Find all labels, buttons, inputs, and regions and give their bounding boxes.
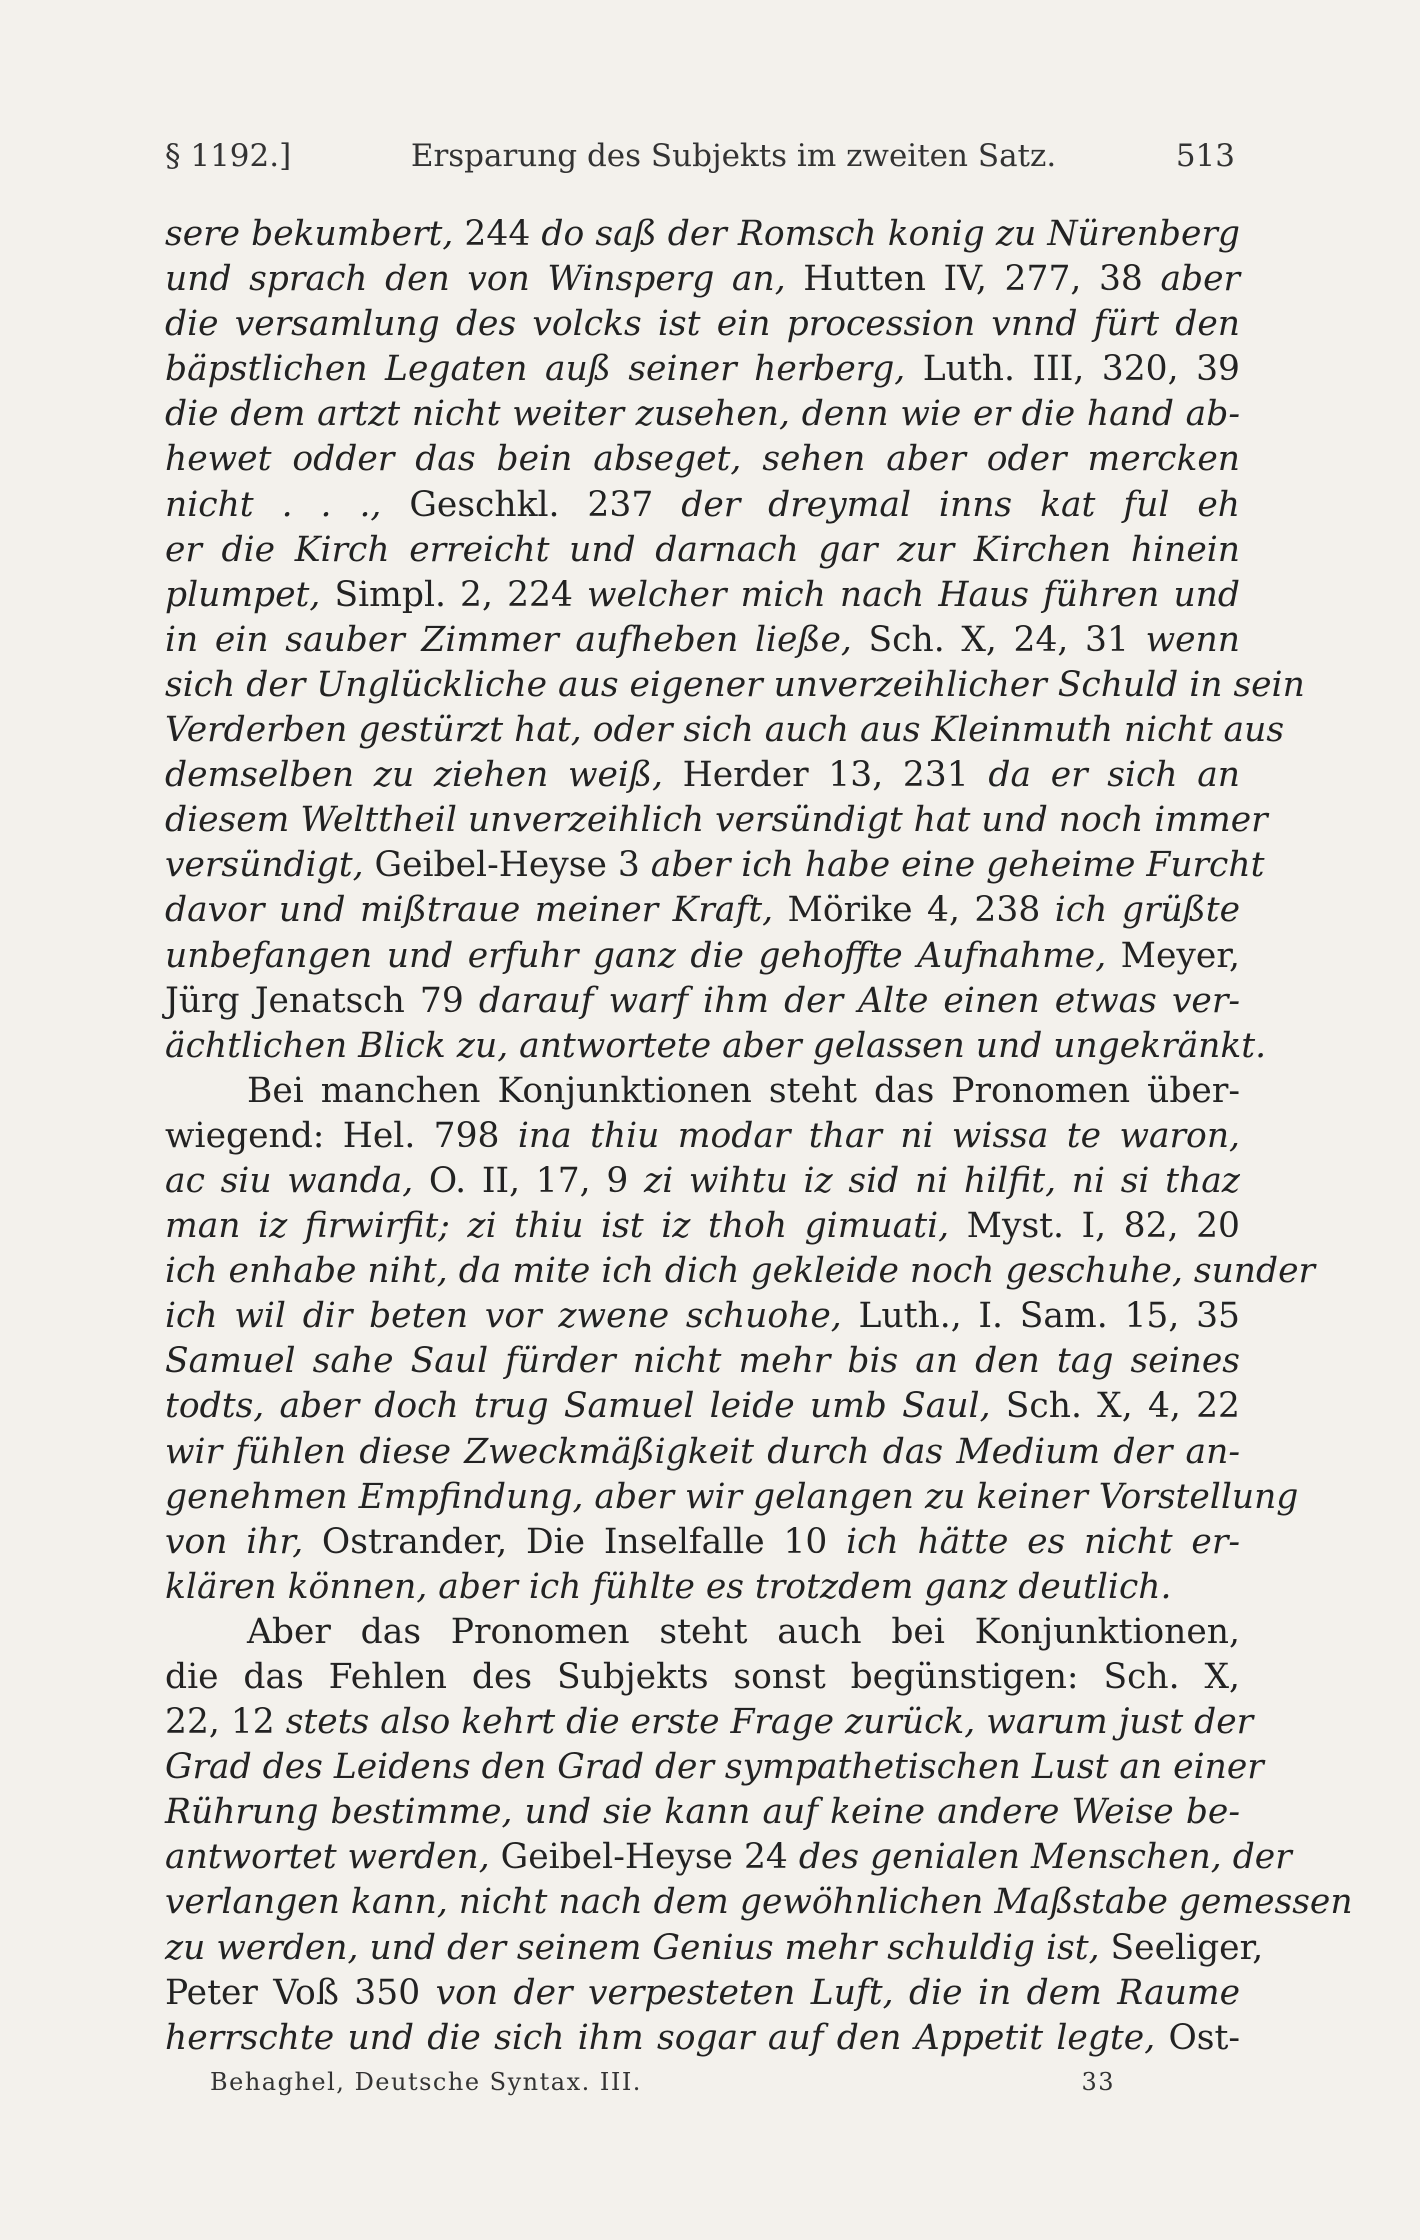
text-line bbox=[165, 663, 1305, 708]
text-line bbox=[165, 212, 1240, 257]
text-line bbox=[165, 1926, 1264, 1971]
quoted-text: ina thiu modar thar ni wissa te waron, bbox=[517, 1115, 1240, 1156]
quoted-text: diesem Welttheil unverzeihlich versündigt hat und noch immer bbox=[165, 800, 1268, 841]
quoted-text: todts, aber doch trug Samuel leide umb Saul, bbox=[165, 1386, 991, 1427]
quoted-text: die versamlung des volcks ist ein procession vnnd fürt den bbox=[165, 304, 1240, 345]
text-line bbox=[165, 302, 1240, 347]
text-line bbox=[165, 483, 1240, 528]
citation-text: Peter Voß 350 bbox=[165, 1972, 436, 2013]
text-line bbox=[165, 257, 1240, 302]
quoted-text: Grad des Leidens den Grad der sympathetischen Lust an einer bbox=[165, 1747, 1264, 1788]
text-line bbox=[165, 1204, 1240, 1249]
citation-text: wiegend: Hel. 798 bbox=[165, 1115, 518, 1156]
text-line bbox=[165, 2016, 1240, 2061]
citation-text: Simpl. 2, 224 bbox=[320, 574, 588, 615]
quoted-text: von ihr, bbox=[165, 1521, 304, 1562]
quoted-text: hewet odder das bein abseget, sehen aber oder mercken bbox=[165, 439, 1240, 480]
citation-text: Mörike 4, 238 bbox=[773, 890, 1055, 931]
text-line bbox=[165, 1114, 1240, 1159]
quoted-text: da er sich an bbox=[988, 755, 1241, 796]
text-line bbox=[165, 798, 1268, 843]
quoted-text: sich der Unglückliche aus eigener unverzeihlicher Schuld in sein bbox=[165, 664, 1305, 705]
citation-text: Bei manchen Konjunktionen steht das Pronomen über- bbox=[247, 1070, 1240, 1111]
quoted-text: plumpet, bbox=[165, 574, 321, 615]
text-line bbox=[165, 618, 1240, 663]
citation-text: Ost- bbox=[1155, 2017, 1240, 2058]
text-line bbox=[165, 979, 1240, 1024]
running-title: Ersparung des Subjekts im zweiten Satz. bbox=[410, 138, 1057, 174]
quoted-text: ich wil dir beten vor zwene schuohe, bbox=[165, 1296, 842, 1337]
signature-line: Behaghel, Deutsche Syntax. III. bbox=[210, 2068, 642, 2096]
quoted-text: in ein sauber Zimmer aufheben ließe, bbox=[165, 619, 852, 660]
citation-text: Ostrander, Die Inselfalle 10 bbox=[303, 1521, 847, 1562]
citation-text: Sch. X, 4, 22 bbox=[990, 1386, 1241, 1427]
running-head bbox=[165, 138, 1235, 174]
quoted-text: Verderben gestürzt hat, oder sich auch aus Kleinmuth nicht aus bbox=[165, 710, 1285, 751]
sheet-number: 33 bbox=[1081, 2068, 1115, 2096]
body-text bbox=[165, 212, 1353, 2061]
section-reference: § 1192.] bbox=[165, 138, 292, 174]
citation-text: Luth. III, 320, 39 bbox=[905, 349, 1240, 390]
citation-text: 244 bbox=[453, 214, 542, 254]
text-line bbox=[165, 573, 1240, 618]
text-line bbox=[165, 1520, 1240, 1565]
text-line bbox=[165, 1971, 1240, 2016]
text-line bbox=[165, 1430, 1240, 1475]
text-line bbox=[165, 753, 1240, 798]
quoted-text: do saß der Romsch konig zu Nürenberg bbox=[541, 214, 1240, 254]
quoted-text: Samuel sahe Saul fürder nicht mehr bis an den tag seines bbox=[165, 1341, 1240, 1382]
text-line bbox=[165, 1835, 1292, 1880]
quoted-text: wir fühlen diese Zweckmäßigkeit durch das Medium der an- bbox=[165, 1431, 1240, 1472]
text-line bbox=[165, 1159, 1240, 1204]
quoted-text: der dreymal inns kat ful eh bbox=[681, 484, 1240, 525]
text-line bbox=[165, 1700, 1254, 1745]
text-line bbox=[165, 934, 1240, 979]
quoted-text: darauf warf ihm der Alte einen etwas ver- bbox=[478, 980, 1240, 1021]
text-line bbox=[165, 708, 1285, 753]
quoted-text: man iz firwirfit; zi thiu ist iz thoh gimuati, bbox=[165, 1206, 950, 1247]
citation-text: die das Fehlen des Subjekts sonst begünstigen: Sch. X, bbox=[165, 1657, 1240, 1697]
text-line bbox=[165, 843, 1265, 888]
citation-text: Aber das Pronomen steht auch bei Konjunktionen, bbox=[247, 1611, 1240, 1652]
quoted-text: versündigt, bbox=[165, 845, 364, 886]
text-line bbox=[165, 1745, 1264, 1790]
quoted-text: zu werden, und der seinem Genius mehr schuldig ist, bbox=[165, 1927, 1100, 1968]
citation-text: Meyer, bbox=[1106, 935, 1240, 976]
quoted-text: bäpstlichen Legaten auß seiner herberg, bbox=[165, 349, 906, 390]
quoted-text: und sprach den von Winsperg an, bbox=[165, 259, 786, 300]
text-line bbox=[165, 1565, 1240, 1610]
text-line bbox=[165, 1475, 1299, 1520]
citation-text: Herder 13, 231 bbox=[662, 755, 989, 796]
quoted-text: die dem artzt nicht weiter zusehen, denn wie er die hand ab- bbox=[165, 394, 1240, 435]
text-line bbox=[165, 1339, 1240, 1384]
citation-text: Geschkl. 237 bbox=[381, 484, 682, 525]
text-line bbox=[165, 528, 1240, 573]
quoted-text: des genialen Menschen, der bbox=[798, 1837, 1292, 1878]
quoted-text: zi wihtu iz sid ni hilfit, ni si thaz bbox=[644, 1160, 1240, 1201]
text-line bbox=[165, 392, 1240, 437]
quoted-text: aber bbox=[1160, 259, 1240, 300]
quoted-text: Rührung bestimme, und sie kann auf keine andere Weise be- bbox=[165, 1792, 1240, 1833]
quoted-text: nicht . . ., bbox=[165, 484, 382, 525]
citation-text: Seeliger, bbox=[1099, 1927, 1264, 1968]
quoted-text: genehmen Empfindung, aber wir gelangen zu keiner Vorstellung bbox=[165, 1476, 1299, 1517]
page-number: 513 bbox=[1175, 138, 1235, 174]
citation-text: Myst. I, 82, 20 bbox=[949, 1206, 1240, 1247]
quoted-text: verlangen kann, nicht nach dem gewöhnlichen Maßstabe gemessen bbox=[165, 1882, 1353, 1923]
text-line bbox=[165, 1384, 1240, 1429]
text-line bbox=[165, 1024, 1267, 1069]
quoted-text: demselben zu ziehen weiß, bbox=[165, 755, 663, 796]
quoted-text: antwortet werden, bbox=[165, 1837, 490, 1878]
quoted-text: klären können, aber ich fühlte es trotzdem ganz deutlich. bbox=[165, 1566, 1172, 1607]
citation-text: 22, 12 bbox=[165, 1702, 286, 1743]
quoted-text: ächtlichen Blick zu, antwortete aber gelassen und ungekränkt. bbox=[165, 1025, 1267, 1066]
text-line bbox=[165, 1069, 1240, 1114]
quoted-text: sere bekumbert, bbox=[165, 214, 454, 254]
citation-text: O. II, 17, 9 bbox=[413, 1160, 645, 1201]
text-line bbox=[165, 1655, 1240, 1700]
page-footer bbox=[210, 2068, 1115, 2096]
citation-text: Jürg Jenatsch 79 bbox=[165, 980, 479, 1021]
text-line bbox=[165, 1249, 1316, 1294]
quoted-text: er die Kirch erreicht und darnach gar zur Kirchen hinein bbox=[165, 529, 1240, 570]
quoted-text: welcher mich nach Haus führen und bbox=[587, 574, 1240, 615]
quoted-text: von der verpesteten Luft, die in dem Raume bbox=[435, 1972, 1240, 2013]
quoted-text: aber ich habe eine geheime Furcht bbox=[650, 845, 1265, 886]
quoted-text: davor und mißtraue meiner Kraft, bbox=[165, 890, 774, 931]
citation-text: Geibel-Heyse 3 bbox=[363, 845, 651, 886]
text-line bbox=[165, 1790, 1240, 1835]
text-line bbox=[165, 437, 1240, 482]
citation-text: Luth., I. Sam. 15, 35 bbox=[841, 1296, 1240, 1337]
text-line bbox=[165, 1880, 1353, 1925]
quoted-text: wenn bbox=[1145, 619, 1240, 660]
citation-text: Geibel-Heyse 24 bbox=[489, 1837, 799, 1878]
quoted-text: ich hätte es nicht er- bbox=[846, 1521, 1240, 1562]
quoted-text: ich enhabe niht, da mite ich dich gekleide noch geschuhe, sunder bbox=[165, 1251, 1316, 1292]
quoted-text: stets also kehrt die erste Frage zurück, warum just der bbox=[285, 1702, 1254, 1743]
quoted-text: ich grüßte bbox=[1054, 890, 1241, 931]
text-line bbox=[165, 1294, 1240, 1339]
text-line bbox=[165, 888, 1240, 933]
quoted-text: ac siu wanda, bbox=[165, 1160, 414, 1201]
citation-text: Hutten IV, 277, 38 bbox=[785, 259, 1161, 300]
text-line bbox=[165, 1610, 1240, 1655]
citation-text: Sch. X, 24, 31 bbox=[851, 619, 1146, 660]
quoted-text: unbefangen und erfuhr ganz die gehoffte Aufnahme, bbox=[165, 935, 1107, 976]
quoted-text: herrschte und die sich ihm sogar auf den Appetit legte, bbox=[165, 2017, 1156, 2058]
text-line bbox=[165, 347, 1240, 392]
